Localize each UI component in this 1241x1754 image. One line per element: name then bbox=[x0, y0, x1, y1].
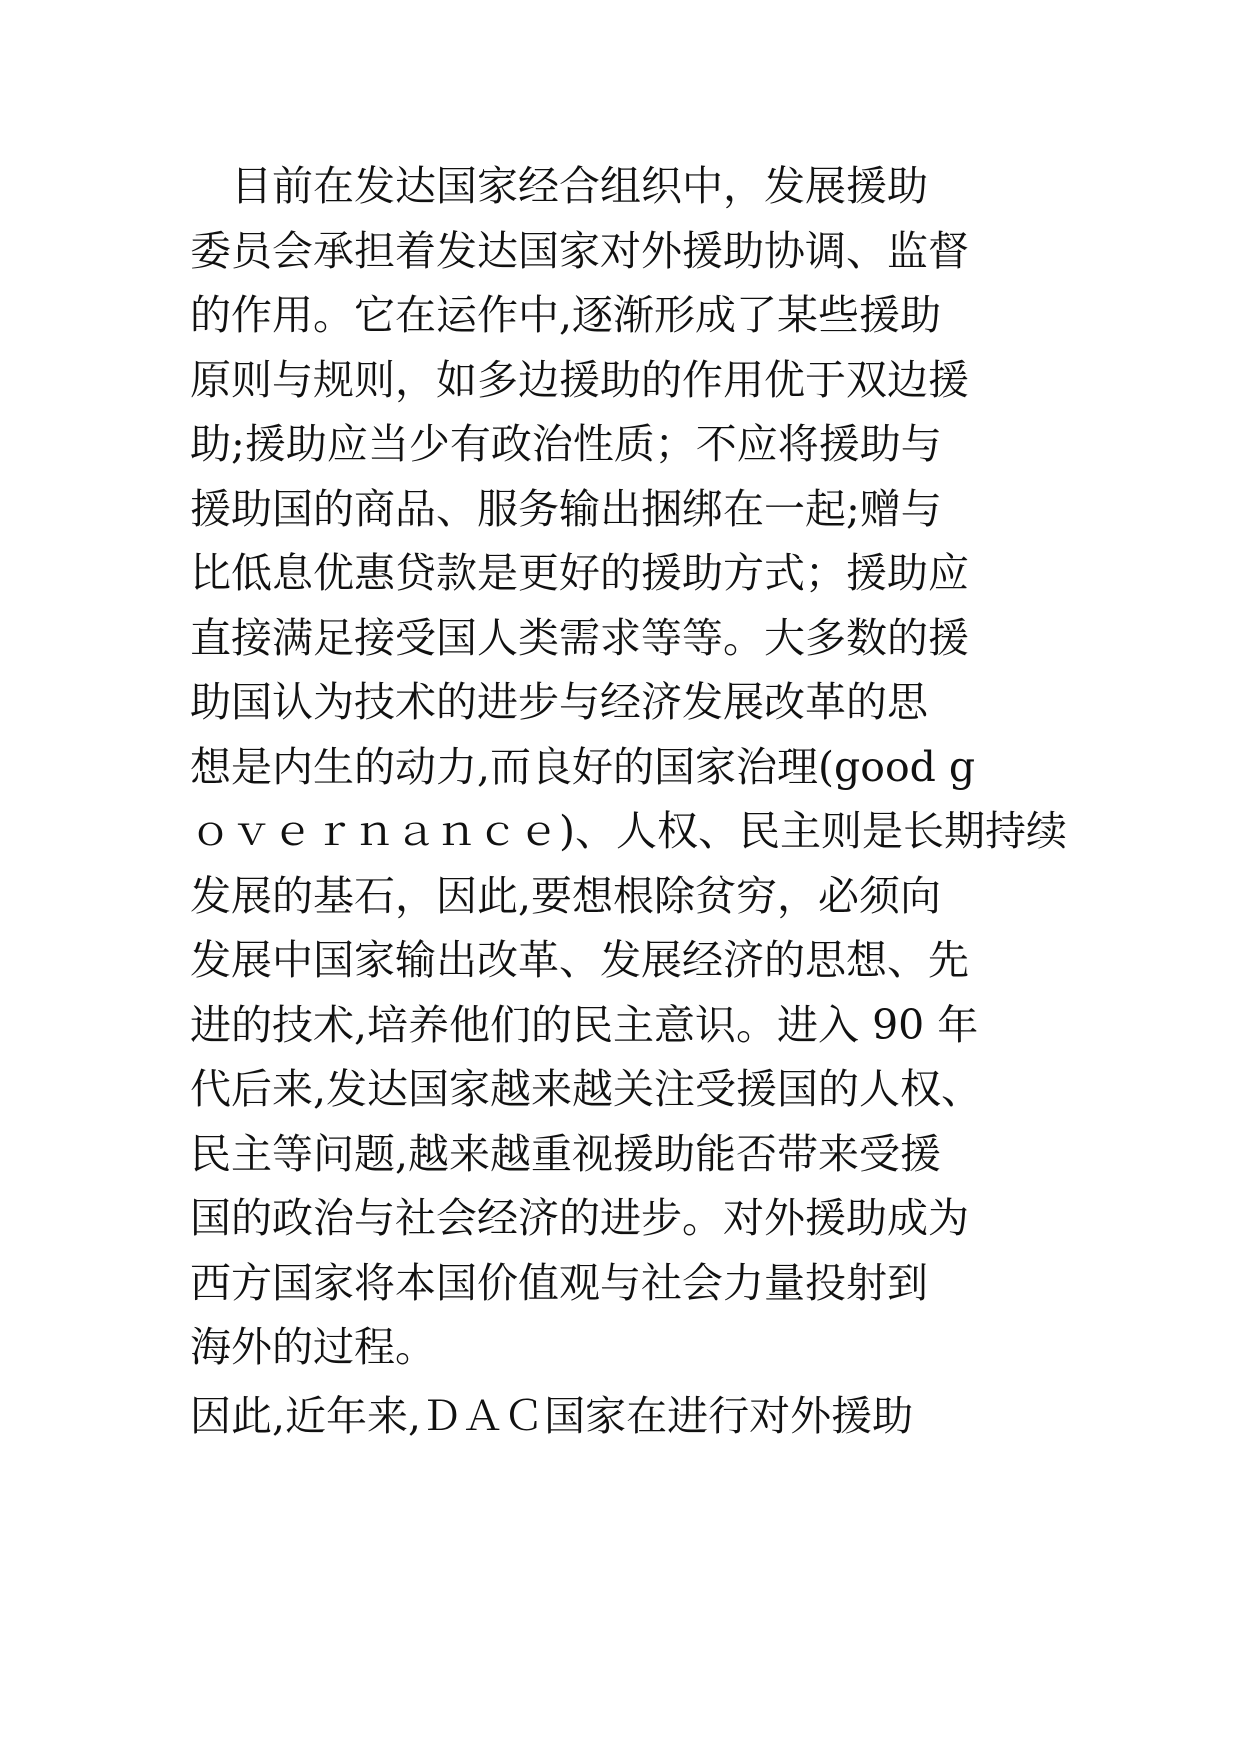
text-line: 民主等问题,越来越重视援助能否带来受援 bbox=[190, 1129, 942, 1178]
text-line: 因此,近年来,ＤＡＣ国家在进行对外援助 bbox=[190, 1391, 914, 1440]
text-line: 代后来,发达国家越来越关注受援国的人权、 bbox=[190, 1065, 983, 1113]
text-line: 原则与规则，如多边援助的作用优于双边援 bbox=[190, 355, 969, 404]
text-line: 委员会承担着发达国家对外援助协调、监督 bbox=[190, 226, 969, 275]
text-line: 发展的基石，因此,要想根除贫穷，必须向 bbox=[190, 871, 942, 920]
text-line: 直接满足接受国人类需求等等。大多数的援 bbox=[190, 613, 969, 662]
text-line: 国的政治与社会经济的进步。对外援助成为 bbox=[190, 1194, 969, 1242]
text-line: 助国认为技术的进步与经济发展改革的思 bbox=[190, 678, 928, 726]
text-line: 目前在发达国家经合组织中，发展援助 bbox=[190, 162, 928, 210]
document-body bbox=[190, 154, 1190, 1448]
text-line: 助;援助应当少有政治性质；不应将援助与 bbox=[190, 420, 942, 468]
text-line: ｏｖｅｒｎａｎｃｅ)、人权、民主则是长期持续 bbox=[190, 807, 1067, 855]
text-line: 海外的过程。 bbox=[190, 1323, 436, 1371]
text-line: 进的技术,培养他们的民主意识。进入 90 年 bbox=[190, 1000, 979, 1049]
text-line: 想是内生的动力,而良好的国家治理(good g bbox=[190, 742, 976, 791]
text-line: 的作用。它在运作中,逐渐形成了某些援助 bbox=[190, 291, 942, 339]
text-line: 西方国家将本国价值观与社会力量投射到 bbox=[190, 1258, 928, 1307]
text-line: 援助国的商品、服务输出捆绑在一起;赠与 bbox=[190, 484, 942, 533]
text-line: 发展中国家输出改革、发展经济的思想、先 bbox=[190, 936, 969, 984]
text-line: 比低息优惠贷款是更好的援助方式；援助应 bbox=[190, 549, 969, 597]
